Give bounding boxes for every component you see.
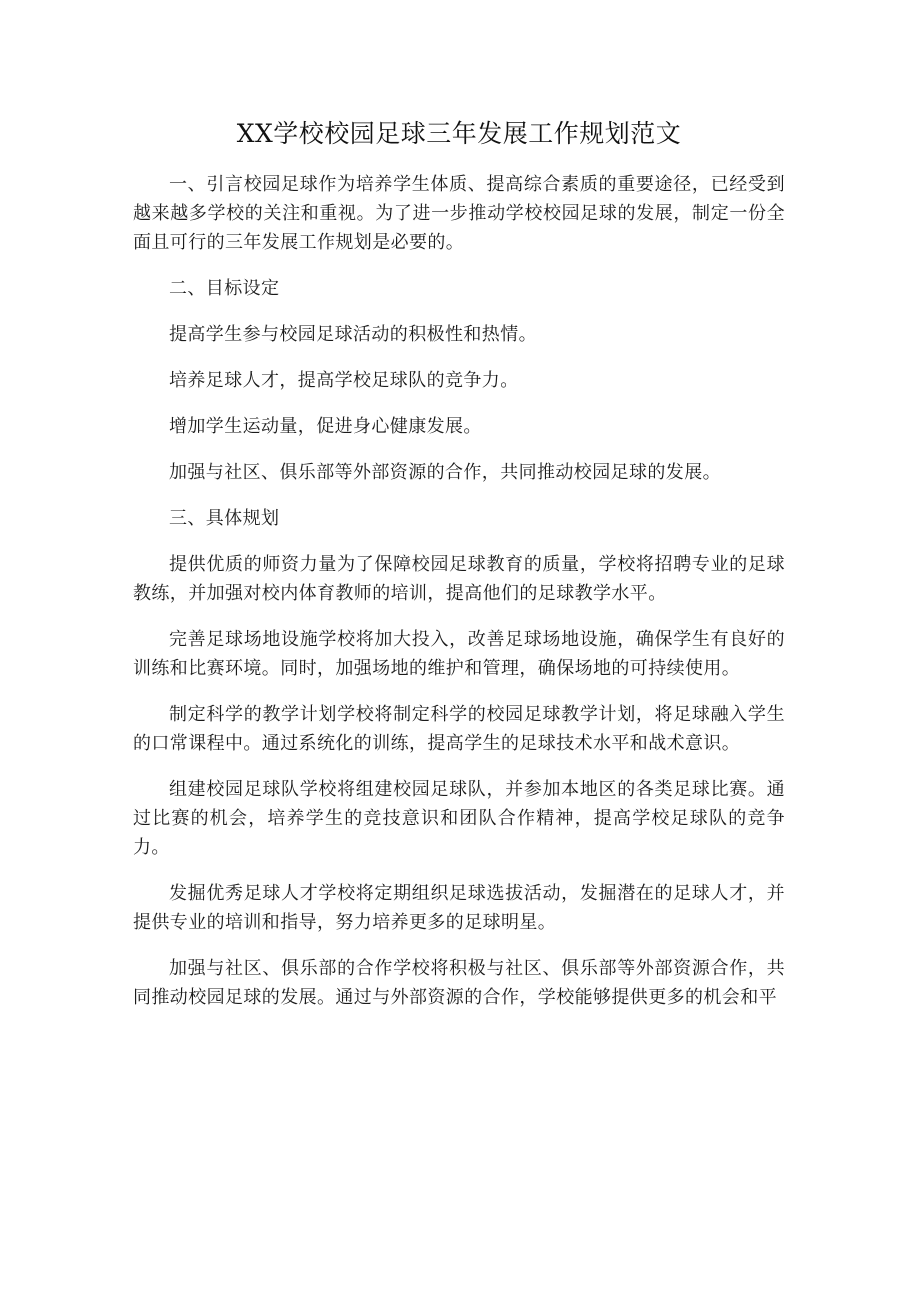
goal-item-3: 增加学生运动量，促进身心健康发展。 — [169, 416, 482, 437]
plan-item-facilities: 完善足球场地设施学校将加大投入，改善足球场地设施，确保学生有良好的训练和比赛环境。同时，加强场地的维护和管理，确保场地的可持续使用。 — [133, 629, 785, 679]
heading-goals: 二、目标设定 — [169, 278, 280, 299]
plan-item-curriculum: 制定科学的教学计划学校将制定科学的校园足球教学计划，将足球融入学生的口常课程中。通过系统化的训练，提高学生的足球技术水平和战术意识。 — [133, 704, 785, 754]
plan-item-team: 组建校园足球队学校将组建校园足球队，并参加本地区的各类足球比赛。通过比赛的机会，培养学生的竞技意识和团队合作精神，提高学校足球队的竞争力。 — [133, 779, 785, 858]
paragraph-introduction: 一、引言校园足球作为培养学生体质、提高综合素质的重要途径，已经受到越来越多学校的关注和重视。为了进一步推动学校校园足球的发展，制定一份全面且可行的三年发展工作规划是必要的。 — [133, 174, 785, 253]
plan-item-cooperation: 加强与社区、俱乐部的合作学校将积极与社区、俱乐部等外部资源合作，共同推动校园足球的发展。通过与外部资源的合作，学校能够提供更多的机会和平 — [133, 958, 785, 1008]
plan-item-talent: 发掘优秀足球人才学校将定期组织足球选拔活动，发掘潜在的足球人才，并提供专业的培训和指导，努力培养更多的足球明星。 — [133, 883, 785, 933]
document-title: XX学校校园足球三年发展工作规划范文 — [236, 119, 682, 148]
goal-item-2: 培养足球人才，提高学校足球队的竞争力。 — [169, 370, 519, 391]
plan-item-teachers: 提供优质的师资力量为了保障校园足球教育的质量，学校将招聘专业的足球教练，并加强对校内体育教师的培训，提高他们的足球教学水平。 — [133, 554, 785, 604]
goal-item-4: 加强与社区、俱乐部等外部资源的合作，共同推动校园足球的发展。 — [169, 462, 721, 483]
document-body — [133, 112, 785, 1029]
goal-item-1: 提高学生参与校园足球活动的积极性和热情。 — [169, 324, 537, 345]
heading-plan: 三、具体规划 — [169, 508, 280, 529]
